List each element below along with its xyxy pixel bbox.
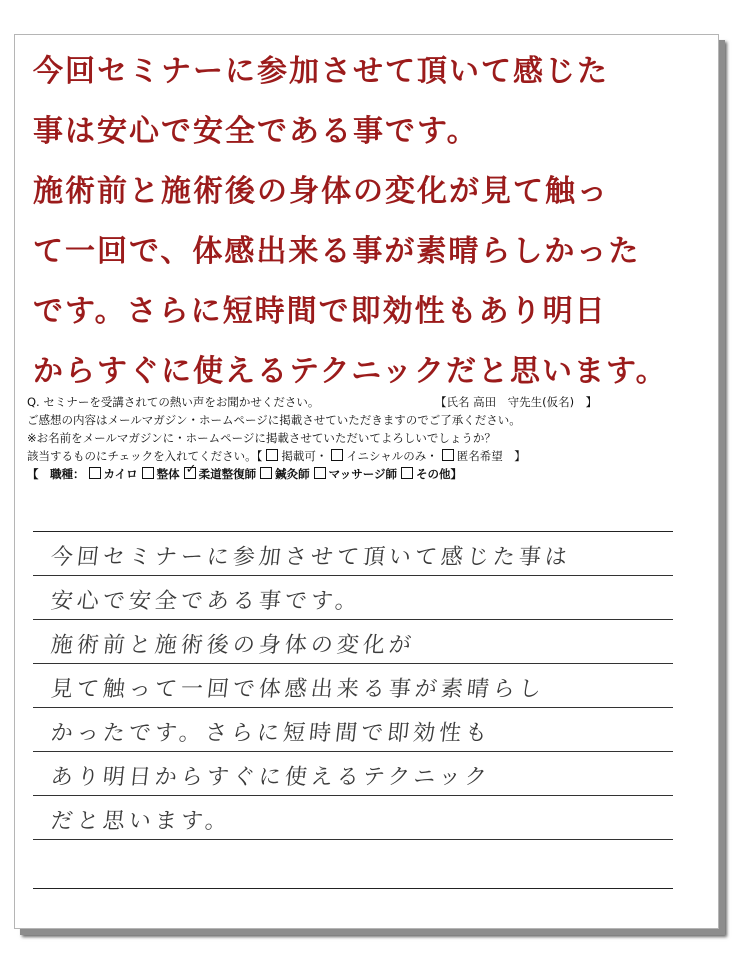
answer-text: だと思います。 [49, 809, 233, 834]
answer-line [33, 840, 673, 884]
occ-other-checkbox[interactable] [401, 467, 413, 479]
survey-form-header [27, 393, 687, 483]
occ-massage-checkbox[interactable] [314, 467, 326, 479]
occ-shinkyu-label: 鍼灸師 [275, 467, 310, 481]
initials-only-label: イニシャルのみ・ [346, 449, 438, 463]
occupation-close: 】 [450, 467, 462, 481]
headline-line: 今回セミナーに参加させて頂いて感じた [33, 54, 609, 89]
occ-seitai-label: 整体 [156, 467, 180, 481]
headline-line: からすぐに使えるテクニックだと思います。 [33, 354, 668, 389]
occ-judo-label: 柔道整復師 [198, 467, 257, 481]
publish-options [27, 447, 687, 465]
initials-only-checkbox[interactable] [331, 449, 343, 461]
anonymous-label: 匿名希望 】 [456, 449, 526, 463]
handwritten-answer-area [33, 531, 673, 889]
publish-ok-checkbox[interactable] [266, 449, 278, 461]
answer-line [33, 752, 673, 796]
answer-line [33, 620, 673, 664]
occupation-options [27, 465, 687, 483]
answer-line [33, 664, 673, 708]
occ-other-label: その他 [415, 467, 451, 481]
publish-ok-label: 掲載可・ [281, 449, 328, 463]
answer-line [33, 708, 673, 752]
headline-text [33, 42, 693, 402]
occ-seitai-checkbox[interactable] [142, 467, 154, 479]
consent-notice: ご感想の内容はメールマガジン・ホームページに掲載させていただきますのでご了承ください。 [27, 413, 521, 427]
occ-shinkyu-checkbox[interactable] [260, 467, 272, 479]
answer-text: かったです。さらに短時間で即効性も [49, 721, 493, 746]
occ-judo-checkbox[interactable] [184, 467, 196, 479]
answer-line [33, 796, 673, 840]
occ-massage-label: マッサージ師 [328, 467, 397, 481]
headline-line: 事は安心で安全である事です。 [33, 114, 479, 149]
answer-text: 見て触って一回で体感出来る事が素晴らし [49, 677, 547, 702]
headline-line: て一回で、体感出来る事が素晴らしかった [33, 234, 641, 269]
headline-line: です。さらに短時間で即効性もあり明日 [33, 294, 607, 329]
answer-text: あり明日からすぐに使えるテクニック [49, 765, 492, 790]
publish-prompt: 該当するものにチェックを入れてください。【 [27, 449, 263, 463]
name-field: 【氏名 高田 守先生(仮名) 】 [435, 395, 598, 409]
headline-line: 施術前と施術後の身体の変化が見て触っ [33, 174, 609, 209]
answer-text: 今回セミナーに参加させて頂いて感じた事は [49, 545, 573, 570]
answer-text: 安心で安全である事です。 [49, 589, 363, 614]
answer-line [33, 576, 673, 620]
anonymous-checkbox[interactable] [442, 449, 454, 461]
answer-text: 施術前と施術後の身体の変化が [49, 633, 417, 658]
occ-chiro-label: カイロ [103, 467, 138, 481]
occ-chiro-checkbox[interactable] [89, 467, 101, 479]
name-permission-question: ※お名前をメールマガジンに・ホームページに掲載させていただいてよろしいでしょうか？ [27, 431, 496, 445]
occupation-prompt: 【 職種： [27, 467, 85, 481]
answer-line [33, 532, 673, 576]
question-text: Q. セミナーを受講されての熱い声をお聞かせください。 [27, 395, 320, 409]
question-line [27, 393, 687, 411]
